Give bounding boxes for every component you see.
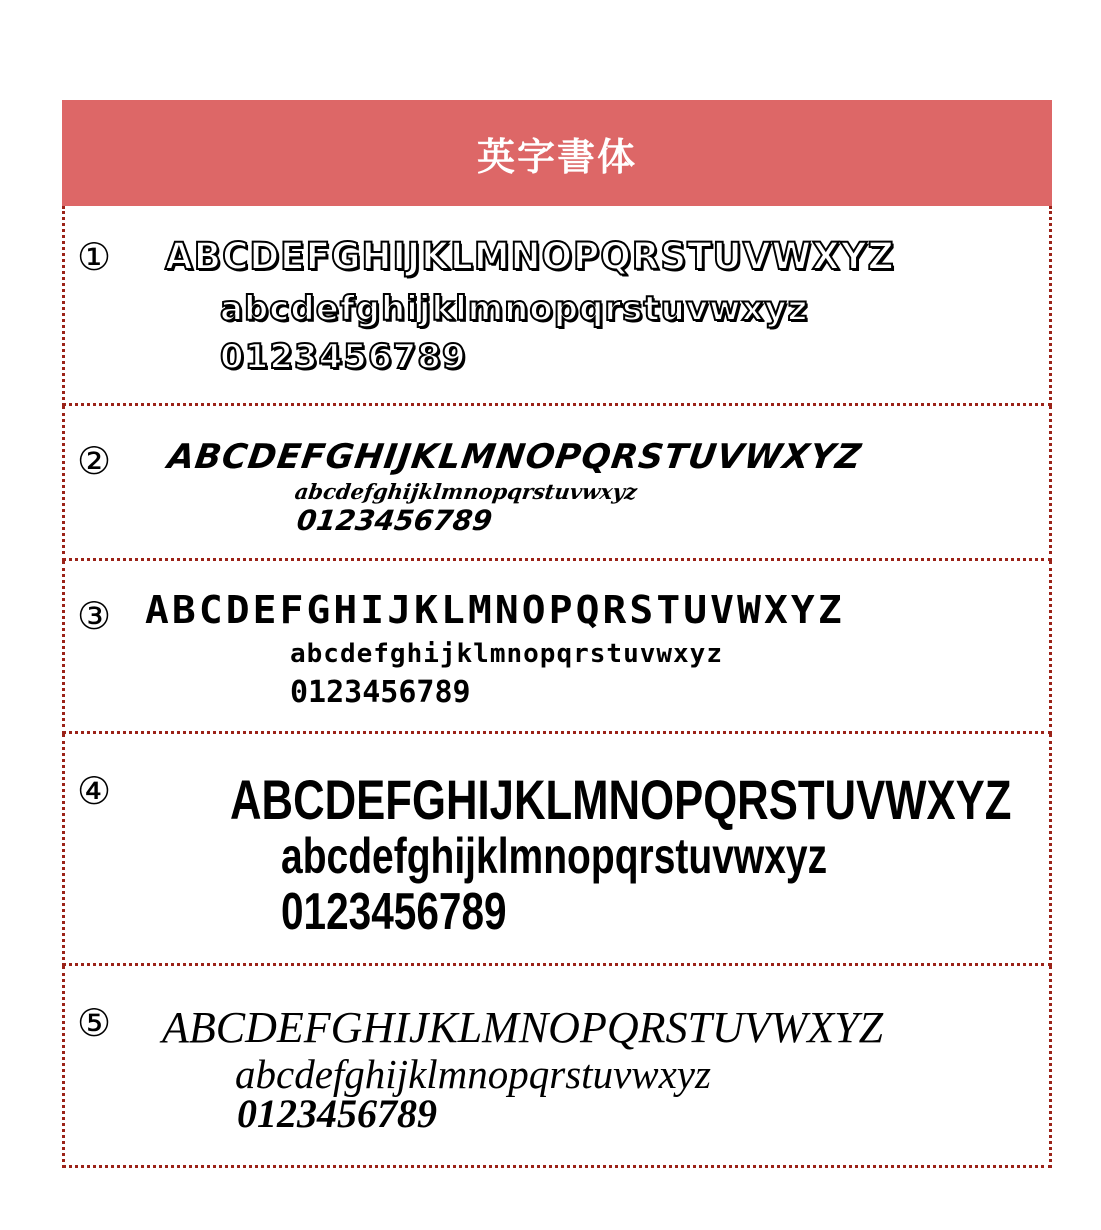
lowercase-sample: abcdefghijklmnopqrstuvwxyz (220, 289, 809, 329)
row-number: ② (77, 439, 112, 483)
font-sample-table (62, 100, 1052, 1168)
digits-sample: 0123456789 (290, 675, 471, 710)
digits-sample: 0123456789 (281, 883, 507, 941)
row-number: ⑤ (77, 1001, 112, 1045)
font-sample-row-2 (62, 406, 1052, 561)
table-header (62, 100, 1052, 206)
lowercase-sample: abcdefghijklmnopqrstuvwxyz (235, 1051, 711, 1097)
row-number: ① (77, 235, 112, 279)
lowercase-sample: abcdefghijklmnopqrstuvwxyz (281, 828, 828, 884)
font-sample-row-1 (62, 206, 1052, 406)
font-sample-row-4 (62, 734, 1052, 966)
digits-sample: 0123456789 (294, 504, 495, 537)
row-number: ③ (77, 594, 112, 638)
lowercase-sample: abcdefghijklmnopqrstuvwxyz (293, 479, 639, 504)
uppercase-sample: ABCDEFGHIJKLMNOPQRSTUVWXYZ (165, 437, 865, 477)
font-sample-row-3 (62, 561, 1052, 734)
uppercase-sample: ABCDEFGHIJKLMNOPQRSTUVWXYZ (230, 768, 1012, 831)
uppercase-sample: ABCDEFGHIJKLMNOPQRSTUVWXYZ (145, 588, 845, 632)
row-number: ④ (77, 769, 112, 813)
digits-sample: 0123456789 (237, 1091, 437, 1136)
uppercase-sample: ABCDEFGHIJKLMNOPQRSTUVWXYZ (162, 1003, 884, 1052)
lowercase-sample: abcdefghijklmnopqrstuvwxyz (290, 639, 723, 669)
uppercase-sample: ABCDEFGHIJKLMNOPQRSTUVWXYZ (165, 235, 895, 278)
font-sample-row-5 (62, 966, 1052, 1168)
digits-sample: 0123456789 (220, 337, 467, 377)
header-title: 英字書体 (476, 133, 637, 179)
